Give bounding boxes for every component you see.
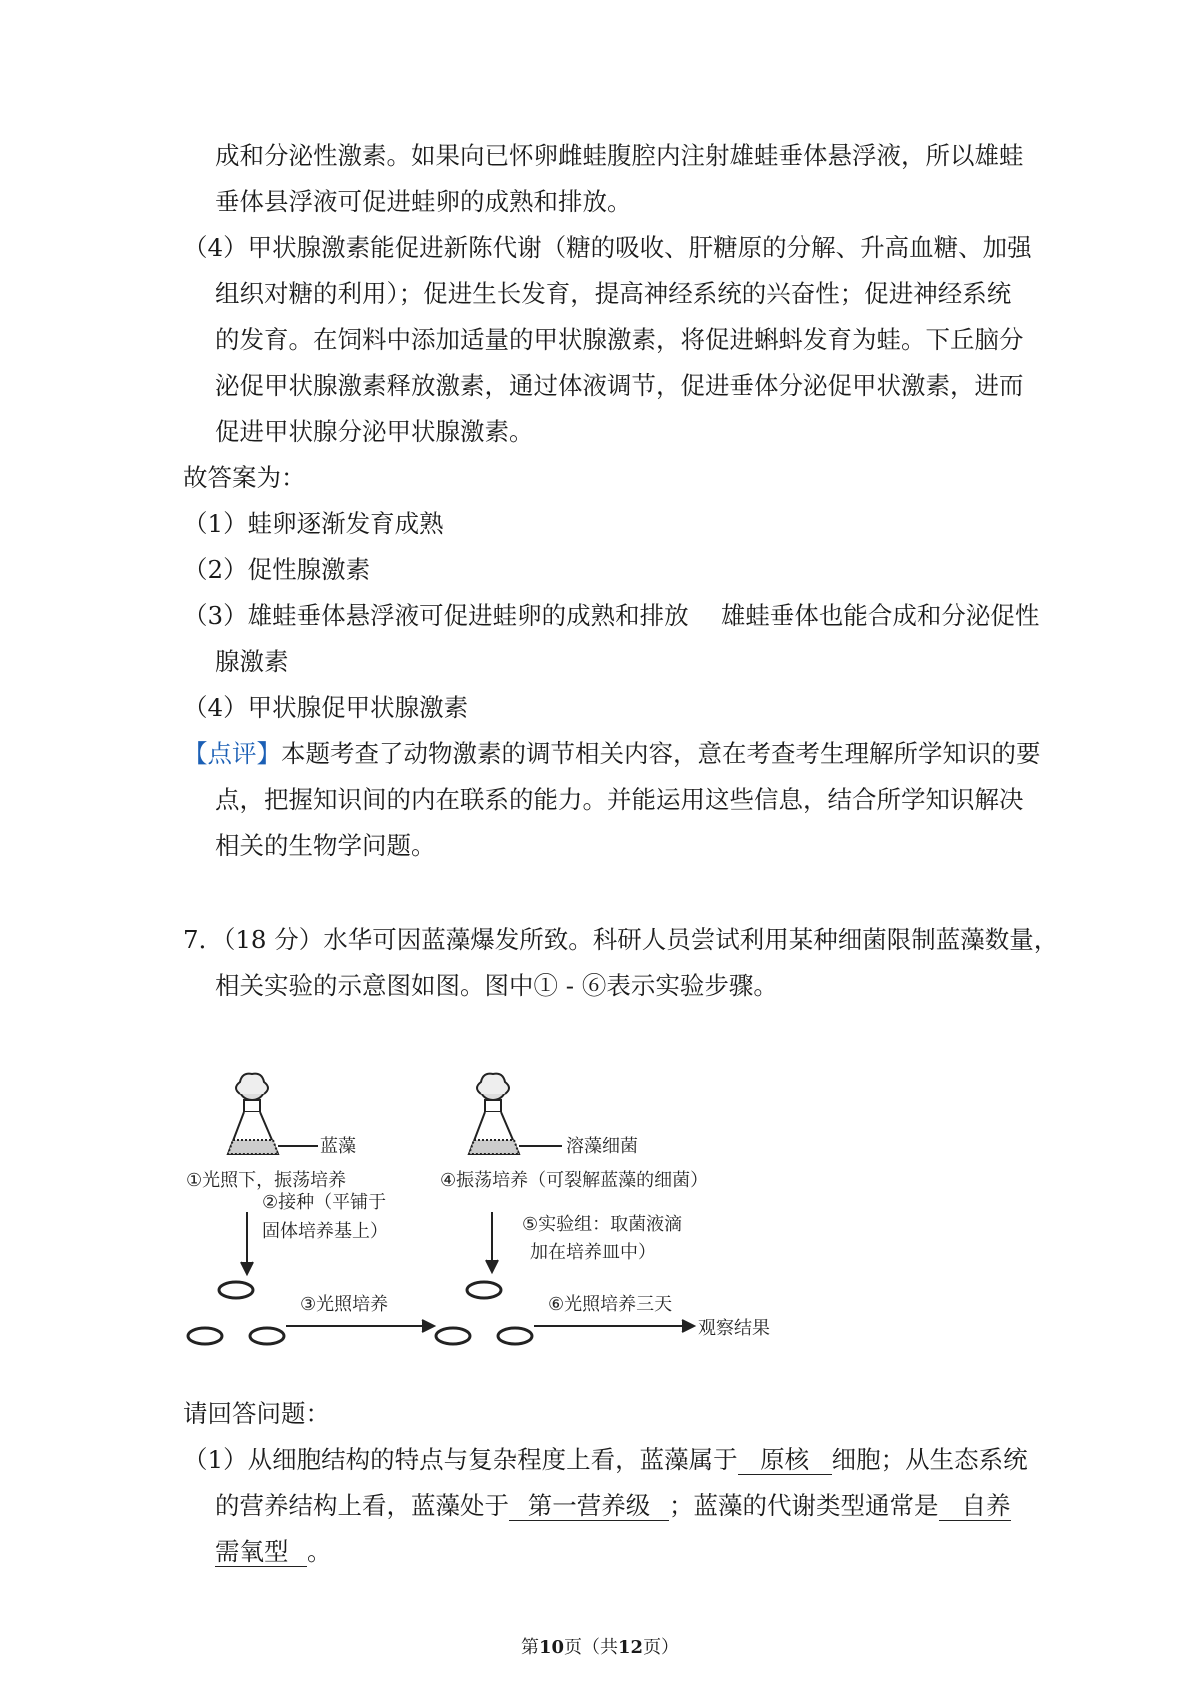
paragraph-line: （4）甲状腺激素能促进新陈代谢（糖的吸收、肝糖原的分解、升高血糖、加强 bbox=[183, 233, 1032, 262]
comment-line: 点，把握知识间的内在联系的能力。并能运用这些信息，结合所学知识解决 bbox=[215, 785, 1024, 814]
comment-tag: 【点评】 bbox=[183, 739, 281, 768]
flask-icon bbox=[469, 1074, 519, 1154]
step-5-label: ⑤实验组：取菌液滴 bbox=[522, 1214, 683, 1235]
paragraph-line: 促进甲状腺分泌甲状腺激素。 bbox=[215, 417, 534, 446]
paragraph-line: 泌促甲状腺激素释放激素，通过体液调节，促进垂体分泌促甲状激素，进而 bbox=[215, 371, 1024, 400]
answer-blank: 第一营养级 bbox=[509, 1492, 669, 1521]
petri-dish-icon bbox=[436, 1328, 470, 1344]
step-2-label: ②接种（平铺于 bbox=[262, 1192, 387, 1213]
page-total: 12 bbox=[618, 1637, 644, 1658]
arrow-icon bbox=[534, 1320, 694, 1332]
step-1-label: ①光照下，振荡培养 bbox=[186, 1170, 347, 1191]
answer-item: （1）蛙卵逐渐发育成熟 bbox=[183, 509, 444, 538]
q1-text: ；蓝藻的代谢类型通常是 bbox=[669, 1491, 939, 1520]
arrow-icon bbox=[286, 1320, 434, 1332]
prompt-line: 请回答问题： bbox=[183, 1399, 330, 1428]
page-footer bbox=[0, 1636, 1200, 1660]
arrow-icon bbox=[486, 1212, 498, 1272]
flask-icon bbox=[228, 1074, 278, 1154]
step-3-label: ③光照培养 bbox=[300, 1294, 389, 1315]
answer-item-continued: 腺激素 bbox=[215, 647, 289, 676]
answer-blank: 原核 bbox=[738, 1446, 832, 1475]
paragraph-line: 垂体县浮液可促进蛙卵的成熟和排放。 bbox=[215, 187, 632, 216]
step-4-label: ④振荡培养（可裂解蓝藻的细菌） bbox=[440, 1170, 709, 1191]
petri-dish-icon bbox=[498, 1328, 532, 1344]
comment-text: 本题考查了动物激素的调节相关内容，意在考查考生理解所学知识的要 bbox=[281, 739, 1041, 768]
question-1-line bbox=[215, 1536, 332, 1568]
step-6-label: ⑥光照培养三天 bbox=[548, 1294, 673, 1315]
petri-dish-icon bbox=[250, 1328, 284, 1344]
page-number: 10 bbox=[538, 1637, 564, 1658]
petri-dish-icon bbox=[219, 1282, 253, 1298]
footer-text: 页） bbox=[643, 1637, 680, 1658]
step-5-label: 加在培养皿中） bbox=[530, 1242, 656, 1263]
answer-heading: 故答案为： bbox=[183, 463, 306, 492]
petri-dish-icon bbox=[467, 1282, 501, 1298]
question-1-line bbox=[183, 1444, 1028, 1476]
petri-dish-icon bbox=[188, 1328, 222, 1344]
result-label: 观察结果 bbox=[698, 1318, 770, 1339]
footer-text: 第 bbox=[520, 1637, 539, 1658]
paragraph-line: 组织对糖的利用）；促进生长发育，提高神经系统的兴奋性；促进神经系统 bbox=[215, 279, 1012, 308]
question-7-stem: 相关实验的示意图如图。图中① - ⑥表示实验步骤。 bbox=[215, 971, 778, 1000]
paragraph-line: 的发育。在饲料中添加适量的甲状腺激素，将促进蝌蚪发育为蛙。下丘脑分 bbox=[215, 325, 1024, 354]
answer-blank: 需氧型 bbox=[215, 1538, 307, 1567]
step-2-label: 固体培养基上） bbox=[262, 1221, 388, 1242]
q1-text: （1）从细胞结构的特点与复杂程度上看，蓝藻属于 bbox=[183, 1445, 738, 1474]
paragraph-line: 成和分泌性激素。如果向已怀卵雌蛙腹腔内注射雄蛙垂体悬浮液，所以雄蛙 bbox=[215, 141, 1024, 170]
answer-blank: 自养 bbox=[939, 1492, 1011, 1521]
answer-item: （3）雄蛙垂体悬浮液可促进蛙卵的成熟和排放 雄蛙垂体也能合成和分泌促性 bbox=[183, 601, 1040, 630]
q1-text: 细胞；从生态系统 bbox=[831, 1445, 1028, 1474]
question-1-line bbox=[215, 1490, 1011, 1522]
label-cyanobacteria: 蓝藻 bbox=[320, 1136, 356, 1157]
q1-text: 。 bbox=[307, 1537, 332, 1566]
answer-item: （4）甲状腺促甲状腺激素 bbox=[183, 693, 469, 722]
footer-text: 页（共 bbox=[564, 1637, 618, 1658]
comment-line: 相关的生物学问题。 bbox=[215, 831, 436, 860]
arrow-icon bbox=[241, 1212, 253, 1274]
q1-text: 的营养结构上看，蓝藻处于 bbox=[215, 1491, 509, 1520]
question-7-stem: 7．（18 分）水华可因蓝藻爆发所致。科研人员尝试利用某种细菌限制蓝藻数量， bbox=[183, 925, 1059, 954]
label-algicidal-bacteria: 溶藻细菌 bbox=[566, 1136, 638, 1157]
answer-item: （2）促性腺激素 bbox=[183, 555, 371, 584]
